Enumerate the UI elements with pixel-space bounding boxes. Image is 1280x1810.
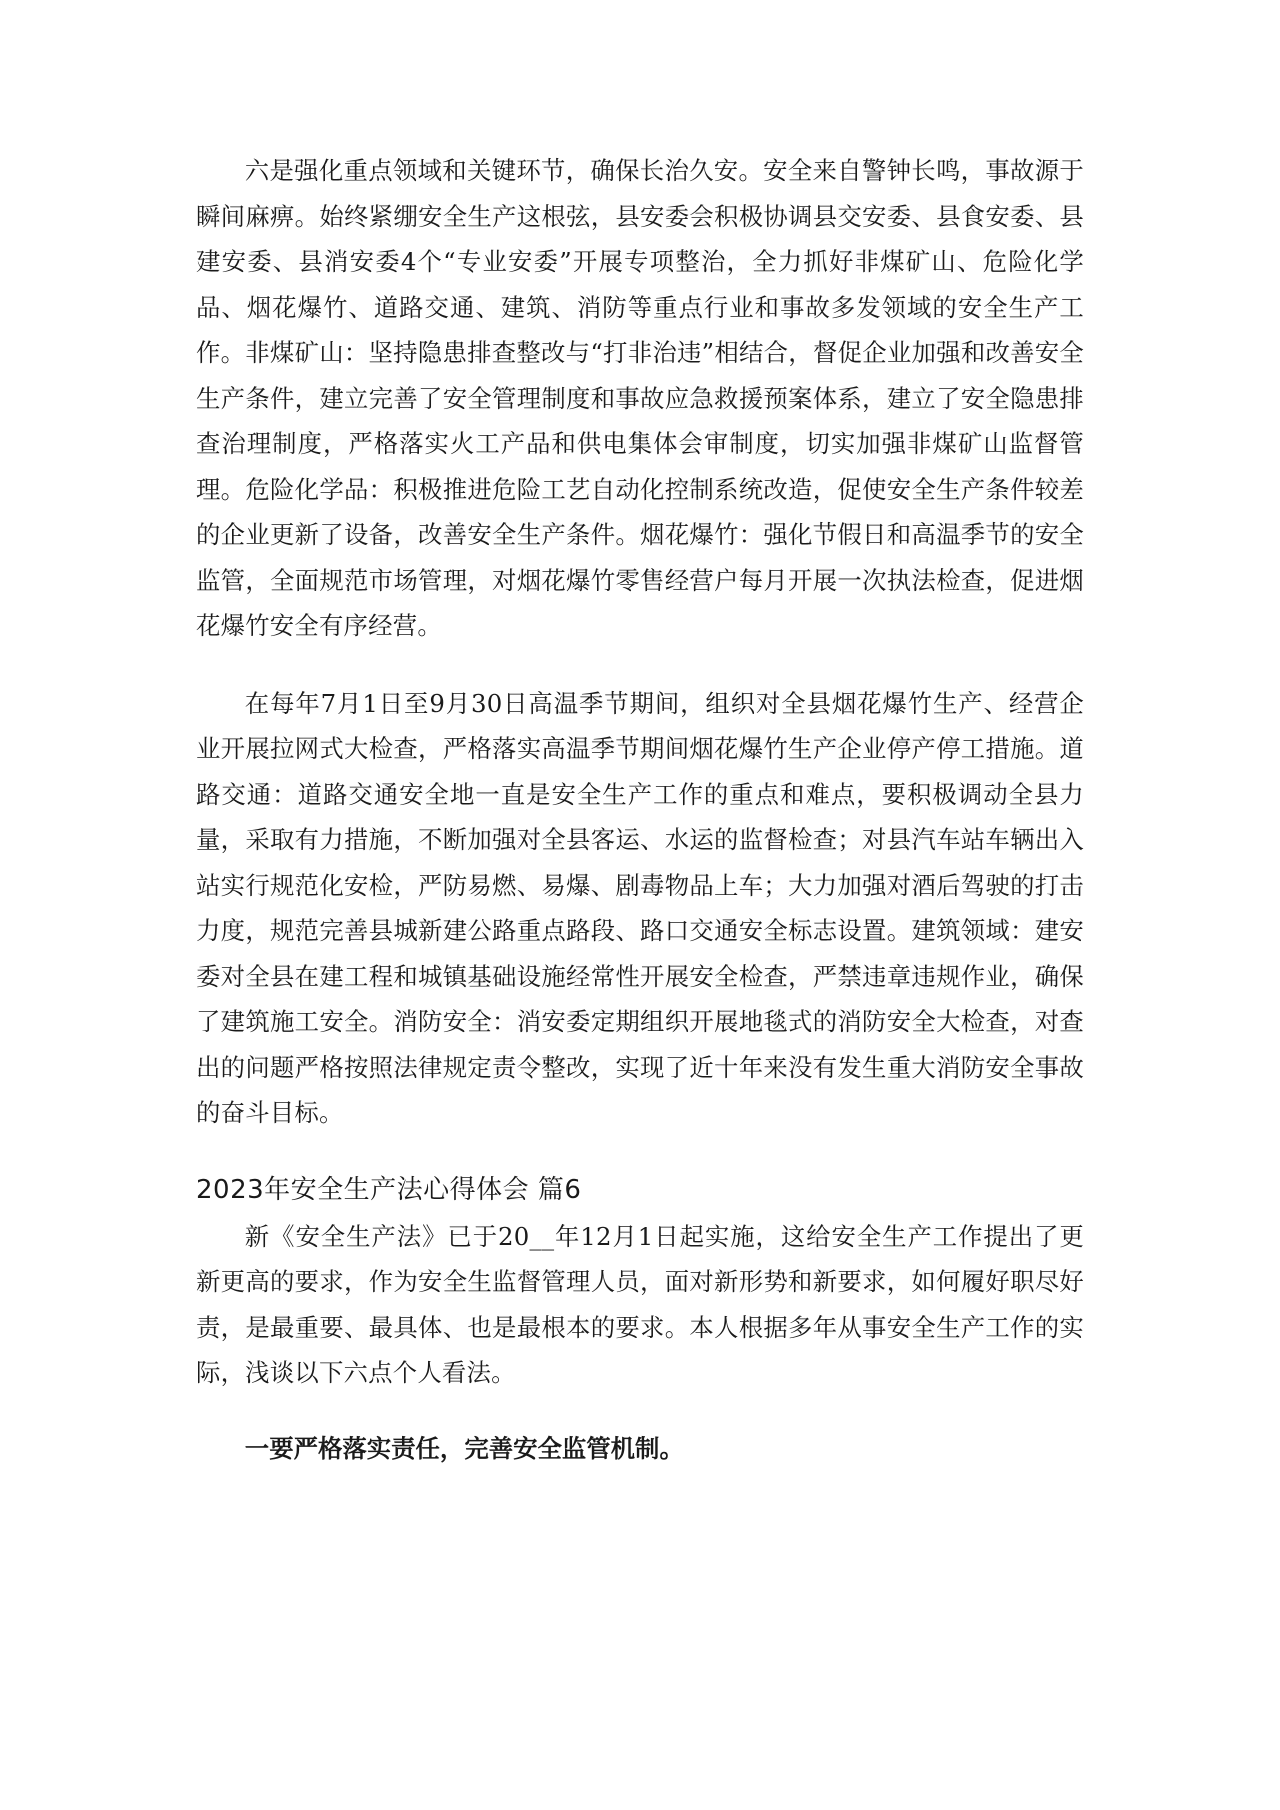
section-title: 2023年安全生产法心得体会 篇6 — [196, 1174, 582, 1205]
paragraph-key-areas: 六是强化重点领域和关键环节，确保长治久安。安全来自警钟长鸣，事故源于瞬间麻痹。始终紧绷安全生产这根弦，县安委会积极协调县交安委、县食安委、县建安委、县消安委4个“专业安委”开展专项整治，全力抓好非煤矿山、危险化学品、烟花爆竹、道路交通、建筑、消防等重点行业和事故多发领域的安全生产工作。非煤矿山：坚持隐患排查整改与“打非治违”相结合，督促企业加强和改善安全生产条件，建立完善了安全管理制度和事故应急救援预案体系，建立了安全隐患排查治理制度，严格落实火工产品和供电集体会审制度，切实加强非煤矿山监督管理。危险化学品：积极推进危险工艺自动化控制系统改造，促使安全生产条件较差的企业更新了设备，改善安全生产条件。烟花爆竹：强化节假日和高温季节的安全监管，全面规范市场管理，对烟花爆竹零售经营户每月开展一次执法检查，促进烟花爆竹安全有序经营。 — [196, 156, 1084, 640]
bold-subheading: 一要严格落实责任，完善安全监管机制。 — [244, 1433, 684, 1463]
paragraph-new-safety-law: 新《安全生产法》已于20__年12月1日起实施，这给安全生产工作提出了更新更高的要求，作为安全生监督管理人员，面对新形势和新要求，如何履好职尽好责，是最重要、最具体、也是最根本的要求。本人根据多年从事安全生产工作的实际，浅谈以下六点个人看法。 — [196, 1221, 1084, 1387]
document-page — [196, 148, 1084, 1471]
paragraph-high-temperature-inspection: 在每年7月1日至9月30日高温季节期间，组织对全县烟花爆竹生产、经营企业开展拉网式大检查，严格落实高温季节期间烟花爆竹生产企业停产停工措施。道路交通：道路交通安全地一直是安全生产工作的重点和难点，要积极调动全县力量，采取有力措施，不断加强对全县客运、水运的监督检查；对县汽车站车辆出入站实行规范化安检，严防易燃、易爆、剧毒物品上车；大力加强对酒后驾驶的打击力度，规范完善县城新建公路重点路段、路口交通安全标志设置。建筑领域：建安委对全县在建工程和城镇基础设施经常性开展安全检查，严禁违章违规作业，确保了建筑施工安全。消防安全：消安委定期组织开展地毯式的消防安全大检查，对查出的问题严格按照法律规定责令整改，实现了近十年来没有发生重大消防安全事故的奋斗目标。 — [196, 688, 1084, 1127]
